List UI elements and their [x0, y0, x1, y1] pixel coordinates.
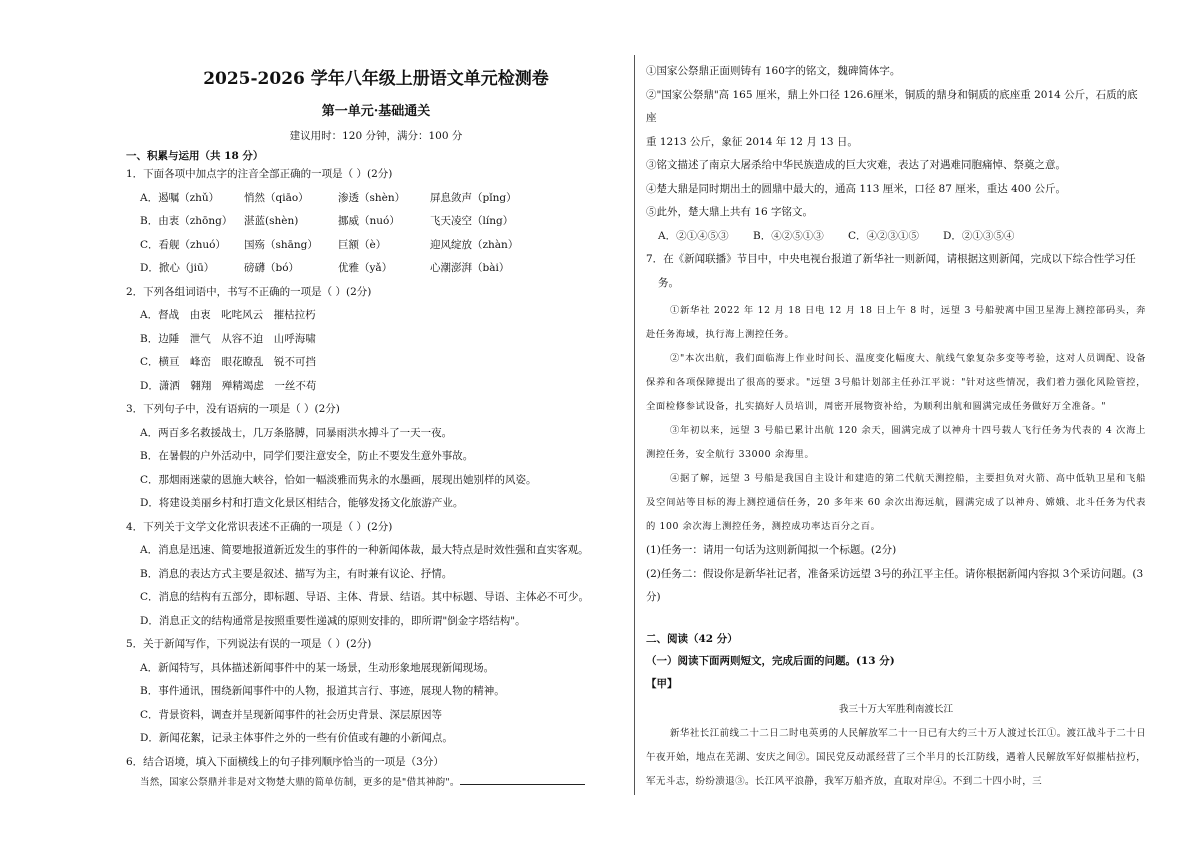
left-column	[126, 58, 626, 792]
news-paragraph-3: ③年初以来，远望 3 号船已累计出航 120 余天，圆满完成了以神舟十四号载人飞行任务为代表的 4 次海上测控任务，安全航行 33000 余海里。	[646, 425, 1146, 460]
option-b: B．④②⑤①③	[753, 229, 824, 242]
option-b: B．边陲 泄气 从容不迫 山呼海啸	[140, 332, 316, 345]
q6-sentence-5: ⑤此外，楚大鼎上共有 16 字铭文。	[646, 206, 814, 218]
question-1	[126, 163, 626, 281]
news-paragraph-2: ②"本次出航，我们面临海上作业时间长、温度变化幅度大、航线气象复杂多变等考验，这对人员调配、设备保养和各项保障提出了很高的要求。"远望 3号船计划部主任孙江平说："针对这些情况，我们着力强化风险管控，全面检修参试设备，扎实搞好人员培训，周密开展物资补给，为顺利出航和圆满完成任务做好万全准备。"	[646, 353, 1146, 412]
section-1-heading: 一、积累与运用（共 18 分）	[126, 150, 264, 162]
question-5	[126, 633, 626, 751]
option-b: B．消息的表达方式主要是叙述、描写为主，有时兼有议论、抒情。	[140, 567, 453, 580]
section-2-heading: 二、阅读（42 分）	[646, 632, 738, 645]
option-c: C．那烟雨迷蒙的恩施大峡谷，恰如一幅淡雅而隽永的水墨画，展现出她别样的风姿。	[140, 473, 537, 486]
task-1: (1)任务一：请用一句话为这则新闻拟一个标题。(2分)	[646, 544, 897, 556]
fill-sentence: 当然，国家公祭鼎并非是对文物楚大鼎的简单仿制，更多的是"借其神韵"。	[126, 774, 626, 792]
answer-blank[interactable]	[460, 774, 585, 785]
question-stem: 3．下列句子中，没有语病的一项是（ ）(2分)	[126, 403, 340, 415]
option-c: C．④②③①⑤	[848, 229, 920, 242]
article-body: 新华社长江前线二十二日二时电英勇的人民解放军二十一日已有大约三十万人渡过长江①。渡江战斗于二十日午夜开始，地点在芜湖、安庆之间②。国民党反动派经营了三个半月的长江防线，遇着人民解放军好似摧枯拉朽，军无斗志，纷纷溃退③。长江风平浪静，我军万船齐放，直取对岸④。不到二十四小时，三	[646, 727, 1146, 787]
option-d: D．消息正文的结构通常是按照重要性递减的原则安排的，即所谓"倒金字塔结构"。	[140, 614, 526, 627]
question-stem: 6．结合语境，填入下面横线上的句子排列顺序恰当的一项是（3分）	[126, 755, 444, 768]
option-c: C．背景资料，调查并呈现新闻事件的社会历史背景、深层原因等	[140, 708, 443, 721]
question-stem: 4．下列关于文学文化常识表述不正确的一项是（ ）(2分)	[126, 520, 393, 533]
option-b: B．事件通讯，围绕新闻事件中的人物，报道其言行、事迹，展现人物的精神。	[140, 685, 505, 697]
news-article	[646, 299, 1146, 539]
question-stem: 2．下列各组词语中，书写不正确的一项是（ ）(2分)	[126, 285, 372, 298]
q6-sentence-3: ③铭文描述了南京大屠杀给中华民族造成的巨大灾难，表达了对遇难同胞痛悼、祭奠之意。	[646, 159, 1066, 171]
option-a: A．②①④⑤③	[658, 229, 729, 242]
option-c: C．横亘 峰峦 眼花瞭乱 锐不可挡	[140, 356, 317, 368]
task-2: (2)任务二：假设你是新华社记者，准备采访远望 3号的孙江平主任。请你根据新闻内容拟 3个采访问题。(3	[646, 567, 1144, 580]
option-row-a: A．遏嘱（zhǔ） 悄然（qiāo） 渗透（shèn） 屏息敛声（pǐng）	[140, 191, 517, 204]
q6-sentence-2: ②"国家公祭鼎"高 165 厘米，鼎上外口径 126.6厘米，铜质的鼎身和铜质的底座重 2014 公斤，石质的底座	[646, 88, 1138, 124]
q6-sentence-1: ①国家公祭鼎正面则铸有 160字的铭文，魏碑简体字。	[646, 65, 901, 77]
option-row-c: C．看舰（zhuó） 国殇（shāng） 巨额（è） 迎风绽放（zhàn）	[140, 238, 519, 251]
q6-sentence-2-cont: 重 1213 公斤，象征 2014 年 12 月 13 日。	[646, 135, 858, 148]
option-a: A．消息是迅速、简要地报道新近发生的事件的一种新闻体裁，最大特点是时效性强和直实客观。	[140, 544, 589, 556]
exam-meta: 建议用时：120 分钟，满分：100 分	[289, 130, 463, 142]
option-b: B．在暑假的户外活动中，同学们要注意安全，防止不要发生意外事故。	[140, 450, 474, 462]
option-a: A．两百多名救援战士，几万条胳膊，同暴雨洪水搏斗了一天一夜。	[140, 426, 453, 439]
question-stem: 5．关于新闻写作，下列说法有误的一项是（ ）(2分)	[126, 638, 372, 650]
news-paragraph-1: ①新华社 2022 年 12 月 18 日电 12 月 18 日上午 8 时，远望 3 号船驶离中国卫星海上测控部码头，奔赴任务海域，执行海上测控任务。	[646, 305, 1146, 340]
column-divider	[634, 55, 635, 795]
question-7-stem: 7．在《新闻联播》节目中，中央电视台报道了新华社一则新闻，请根据这则新闻，完成以下综合性学习任	[646, 253, 1136, 265]
exam-title: 2025-2026 学年八年级上册语文单元检测卷	[203, 69, 549, 89]
question-4	[126, 516, 626, 634]
option-a: A．新闻特写，具体描述新闻事件中的某一场景，生动形象地展现新闻现场。	[140, 661, 495, 674]
q6-sentence-4: ④楚大鼎是同时期出土的圆鼎中最大的，通高 113 厘米，口径 87 厘米，重达 400 公斤。	[646, 182, 1066, 195]
passage-label-jia: 【甲】	[646, 677, 678, 690]
exam-subtitle: 第一单元·基础通关	[321, 104, 431, 119]
task-2-cont: 分)	[646, 591, 661, 603]
option-row-b: B．由衷（zhōng） 湛蓝(shèn) 挪威（nuó） 飞天凌空（líng）	[140, 215, 514, 227]
option-d: D．②①③⑤④	[943, 229, 1015, 242]
option-row-d: D．掀心（jiū） 磅礴（bó） 优雅（yǎ） 心潮澎湃（bài）	[140, 262, 510, 274]
option-d: D．新闻花絮，记录主体事件之外的一些有价值或有趣的小新闻点。	[140, 732, 453, 744]
article-title: 我三十万大军胜利南渡长江	[838, 703, 953, 715]
q6-options	[646, 225, 1146, 249]
option-a: A．督战 由衷 叱咤风云 摧枯拉朽	[140, 309, 316, 321]
option-c: C．消息的结构有五部分，即标题、导语、主体、背景、结语。其中标题、导语、主体必不可少。	[140, 591, 590, 603]
question-3	[126, 398, 626, 516]
option-d: D．潇洒 翱翔 殚精竭虑 一丝不苟	[140, 379, 317, 392]
question-stem: 1．下面各项中加点字的注音全部正确的一项是（ ）(2分)	[126, 168, 393, 180]
subsection-1-heading: （一）阅读下面两则短文，完成后面的问题。(13 分)	[646, 654, 895, 667]
question-6	[126, 751, 626, 793]
question-2	[126, 281, 626, 399]
question-7-stem-cont: 务。	[658, 276, 679, 289]
option-d: D．将建设美丽乡村和打造文化景区相结合，能够发扬文化旅游产业。	[140, 497, 464, 509]
right-column	[646, 60, 1146, 794]
news-paragraph-4: ④据了解，远望 3 号船是我国自主设计和建造的第二代航天测控船，主要担负对火箭、高中低轨卫星和飞船及空间站等目标的海上测控通信任务，20 多年来 60 余次出海远航，圆满完成了以神舟、嫦娥、北斗任务为代表的 100 余次海上测控任务，测控成功率达百分之百。	[646, 473, 1146, 532]
